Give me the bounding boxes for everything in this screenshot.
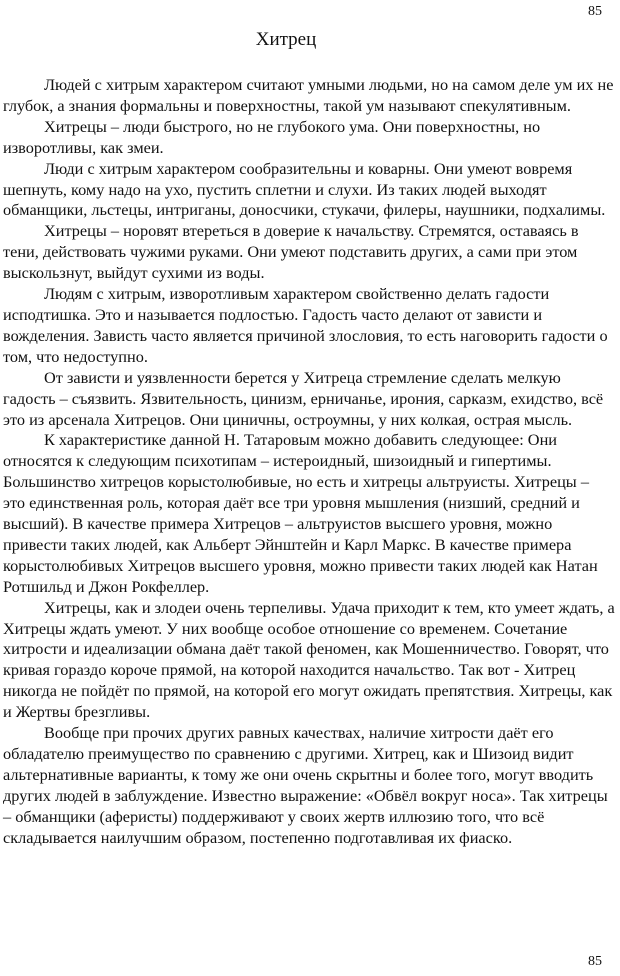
paragraph-7: К характеристике данной Н. Татаровым можно добавить следующее: Они относятся к следующим психотипам – истероидный, шизоидный и гипертимы. Большинство хитрецов корыстолюбивые, но есть и хитрецы альтруисты. Хитрецы – это единственная роль, которая даёт все три уровня мышления (низший, средний и высший). В качестве примера Хитрецов – альтруистов высшего уровня, можно привести таких людей, как Альберт Эйнштейн и Карл Маркс. В качестве примера корыстолюбивых Хитрецов высшего уровня, можно привести таких людей как Натан Ротшильд и Джон Рокфеллер. — [3, 430, 598, 596]
page-number-top: 85 — [588, 4, 602, 19]
paragraph-6: От зависти и уязвленности берется у Хитреца стремление сделать мелкую гадость – съязвить. Язвительность, цинизм, ерничанье, ирония, сарказм, ехидство, всё это из арсенала Хитрецов. Они циничны, остроумны, у них колкая, острая мысль. — [3, 367, 604, 429]
paragraph-8: Хитрецы, как и злодеи очень терпеливы. Удача приходит к тем, кто умеет ждать, а Хитрецы ждать умеют. У них вообще особое отношение со временем. Сочетание хитрости и идеализации обмана даёт такой феномен, как Мошенничество. Говорят, что кривая гораздо короче прямой, на которой находится начальство. Так вот - Хитрец никогда не пойдёт по прямой, на которой его могут ожидать препятствия. Хитрецы, как и Жертвы брезгливы. — [3, 597, 615, 722]
paragraph-5: Людям с хитрым, изворотливым характером свойственно делать гадости исподтишка. Это и называется подлостью. Гадость часто делают от зависти и вожделения. Зависть часто является причиной злословия, то есть наговорить гадости о том, что недоступно. — [3, 284, 608, 366]
page-number-bottom: 85 — [588, 954, 602, 969]
paragraph-3: Люди с хитрым характером сообразительны и коварны. Они умеют вовремя шепнуть, кому надо на ухо, пустить сплетни и слухи. Из таких людей выходят обманщики, льстецы, интриганы, доносчики, стукачи, филеры, наушники, подхалимы. — [3, 158, 606, 220]
paragraph-1: Людей с хитрым характером считают умными людьми, но на самом деле ум их не глубок, а знания формальны и поверхностны, такой ум называют спекулятивным. — [3, 75, 614, 115]
paragraph-4: Хитрецы – норовят втереться в доверие к начальству. Стремятся, оставаясь в тени, действовать чужими руками. Они умеют подставить других, а сами при этом выскользнут, выйдут сухими из воды. — [3, 221, 579, 283]
body-text — [3, 75, 615, 849]
chapter-title: Хитрец — [255, 29, 317, 50]
paragraph-9: Вообще при прочих других равных качествах, наличие хитрости даёт его обладателю преимущество по сравнению с другими. Хитрец, как и Шизоид видит альтернативные варианты, к тому же они очень скрытны и более того, могут вводить других людей в заблуждение. Известно выражение: «Обвёл вокруг носа». Так хитрецы – обманщики (аферисты) поддерживают у своих жертв иллюзию того, что всё складывается наилучшим образом, постепенно подготавливая их фиаско. — [3, 723, 608, 847]
paragraph-2: Хитрецы – люди быстрого, но не глубокого ума. Они поверхностны, но изворотливы, как змеи. — [3, 116, 541, 157]
